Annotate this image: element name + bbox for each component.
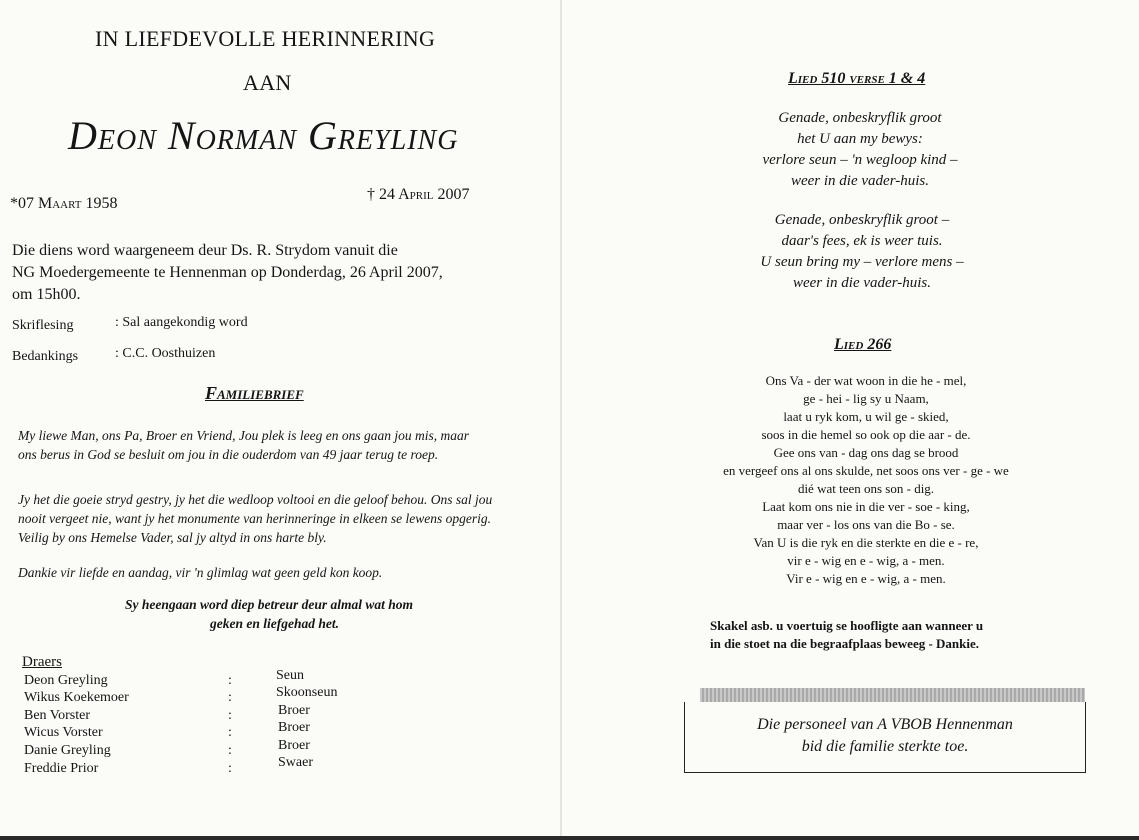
memorial-heading-aan: AAN: [243, 70, 292, 95]
closing-line-2: geken en liefgehad het.: [210, 616, 339, 631]
draer-separator: :: [228, 673, 232, 688]
draer-separator: :: [228, 743, 232, 758]
sympathy-line-1: Die personeel van A VBOB Hennenman: [757, 716, 1013, 733]
lied-266-line: en vergeef ons al ons skulde, net soos ons ver - ge - we: [723, 463, 1009, 478]
verse-4-line: U seun bring my – verlore mens –: [760, 254, 964, 270]
lied-266-line: soos in die hemel so ook op die aar - de.: [761, 427, 971, 442]
letter-paragraph-2: Jy het die goeie stryd gestry, jy het die wedloop voltooi en die geloof behou. Ons sal jou nooit vergeet nie, want jy het monumente van herinneringe in elkeen se lewens opgerig. Veilig by ons Hemelse Vader, sal jy altyd in ons harte bly.: [18, 492, 493, 545]
bedankings-label: Bedankings: [12, 349, 79, 364]
draer-relation: Broer: [278, 720, 310, 735]
draer-name: Danie Greyling: [24, 743, 111, 758]
verse-1-line: weer in die vader-huis.: [790, 173, 929, 189]
headlights-notice-line-1: Skakel asb. u voertuig se hoofligte aan wanneer u: [710, 618, 984, 633]
draer-separator: :: [228, 725, 232, 740]
draer-separator: :: [228, 761, 232, 776]
lied-266-line: maar ver - los ons van die Bo - se.: [777, 517, 955, 532]
lied-266-line: ge - hei - lig sy u Naam,: [803, 391, 929, 406]
service-line-2: NG Moedergemeente te Hennenman op Donderdag, 26 April 2007,: [12, 264, 443, 281]
lied-266-line: Ons Va - der wat woon in die he - mel,: [765, 373, 967, 388]
left-page: [0, 0, 560, 840]
death-date: † 24 April 2007: [367, 186, 470, 203]
verse-1-line: het U aan my bewys:: [797, 131, 923, 147]
birth-date: *07 Maart 1958: [10, 195, 118, 212]
draer-separator: :: [228, 690, 232, 705]
lied-266-line: laat u ryk kom, u wil ge - skied,: [783, 409, 949, 424]
verse-4-line: weer in die vader-huis.: [792, 275, 931, 291]
draer-name: Deon Greyling: [24, 673, 108, 688]
verse-4-line: Genade, onbeskryflik groot –: [774, 212, 950, 228]
draer-relation: Broer: [278, 738, 310, 753]
service-line-1: Die diens word waargeneem deur Ds. R. Strydom vanuit die: [12, 242, 398, 259]
bedankings-value: : C.C. Oosthuizen: [115, 346, 216, 361]
lied-266-line: vir e - wig en e - wig, a - men.: [787, 553, 945, 568]
draer-relation: Seun: [276, 668, 304, 683]
letter-paragraph-1: My liewe Man, ons Pa, Broer en Vriend, Jou plek is leeg en ons gaan jou mis, maar ons berus in God se besluit om jou in die ouderdom van 49 jaar terug te roep.: [18, 428, 470, 462]
sympathy-box: [684, 702, 1086, 773]
lied-266-line: Laat kom ons nie in die ver - soe - king,: [762, 499, 970, 514]
verse-4-line: daar's fees, ek is weer tuis.: [781, 233, 943, 249]
familiebrief-title: Familiebrief: [205, 383, 304, 403]
lied-266-line: Van U is die ryk en die sterkte en die e - re,: [753, 535, 979, 550]
draer-name: Ben Vorster: [24, 708, 90, 723]
letter-paragraph-3: Dankie vir liefde en aandag, vir 'n glimlag wat geen geld kon koop.: [18, 565, 383, 580]
closing-line-1: Sy heengaan word diep betreur deur almal wat hom: [125, 597, 414, 612]
draers-title: Draers: [22, 654, 62, 670]
page-bottom-edge: [0, 836, 1139, 840]
service-line-3: om 15h00.: [12, 286, 81, 303]
draer-relation: Broer: [278, 703, 310, 718]
verse-1-line: Genade, onbeskryflik groot: [778, 110, 942, 126]
lied-266-line: dié wat teen ons son - dig.: [797, 481, 935, 496]
draer-name: Wicus Vorster: [24, 725, 103, 740]
draer-name: Freddie Prior: [24, 761, 99, 776]
skriflesing-label: Skriflesing: [12, 318, 74, 333]
lied-510-title: Lied 510 verse 1 & 4: [788, 70, 926, 87]
draer-name: Wikus Koekemoer: [24, 690, 129, 705]
lied-266-line: Vir e - wig en e - wig, a - men.: [786, 571, 946, 586]
memorial-heading: IN LIEFDEVOLLE HERINNERING: [95, 26, 436, 51]
skriflesing-value: : Sal aangekondig word: [115, 315, 248, 330]
draer-separator: :: [228, 708, 232, 723]
page-fold: [560, 0, 562, 840]
deceased-name: Deon Norman Greyling: [68, 113, 459, 158]
headlights-notice-line-2: in die stoet na die begraafplaas beweeg - Dankie.: [710, 636, 980, 651]
draer-relation: Skoonseun: [276, 685, 338, 700]
sympathy-line-2: bid die familie sterkte toe.: [801, 738, 969, 755]
draer-relation: Swaer: [278, 755, 313, 770]
verse-1-line: verlore seun – 'n wegloop kind –: [762, 152, 958, 168]
lied-266-line: Gee ons van - dag ons dag se brood: [773, 445, 959, 460]
lied-266-title: Lied 266: [834, 336, 892, 353]
